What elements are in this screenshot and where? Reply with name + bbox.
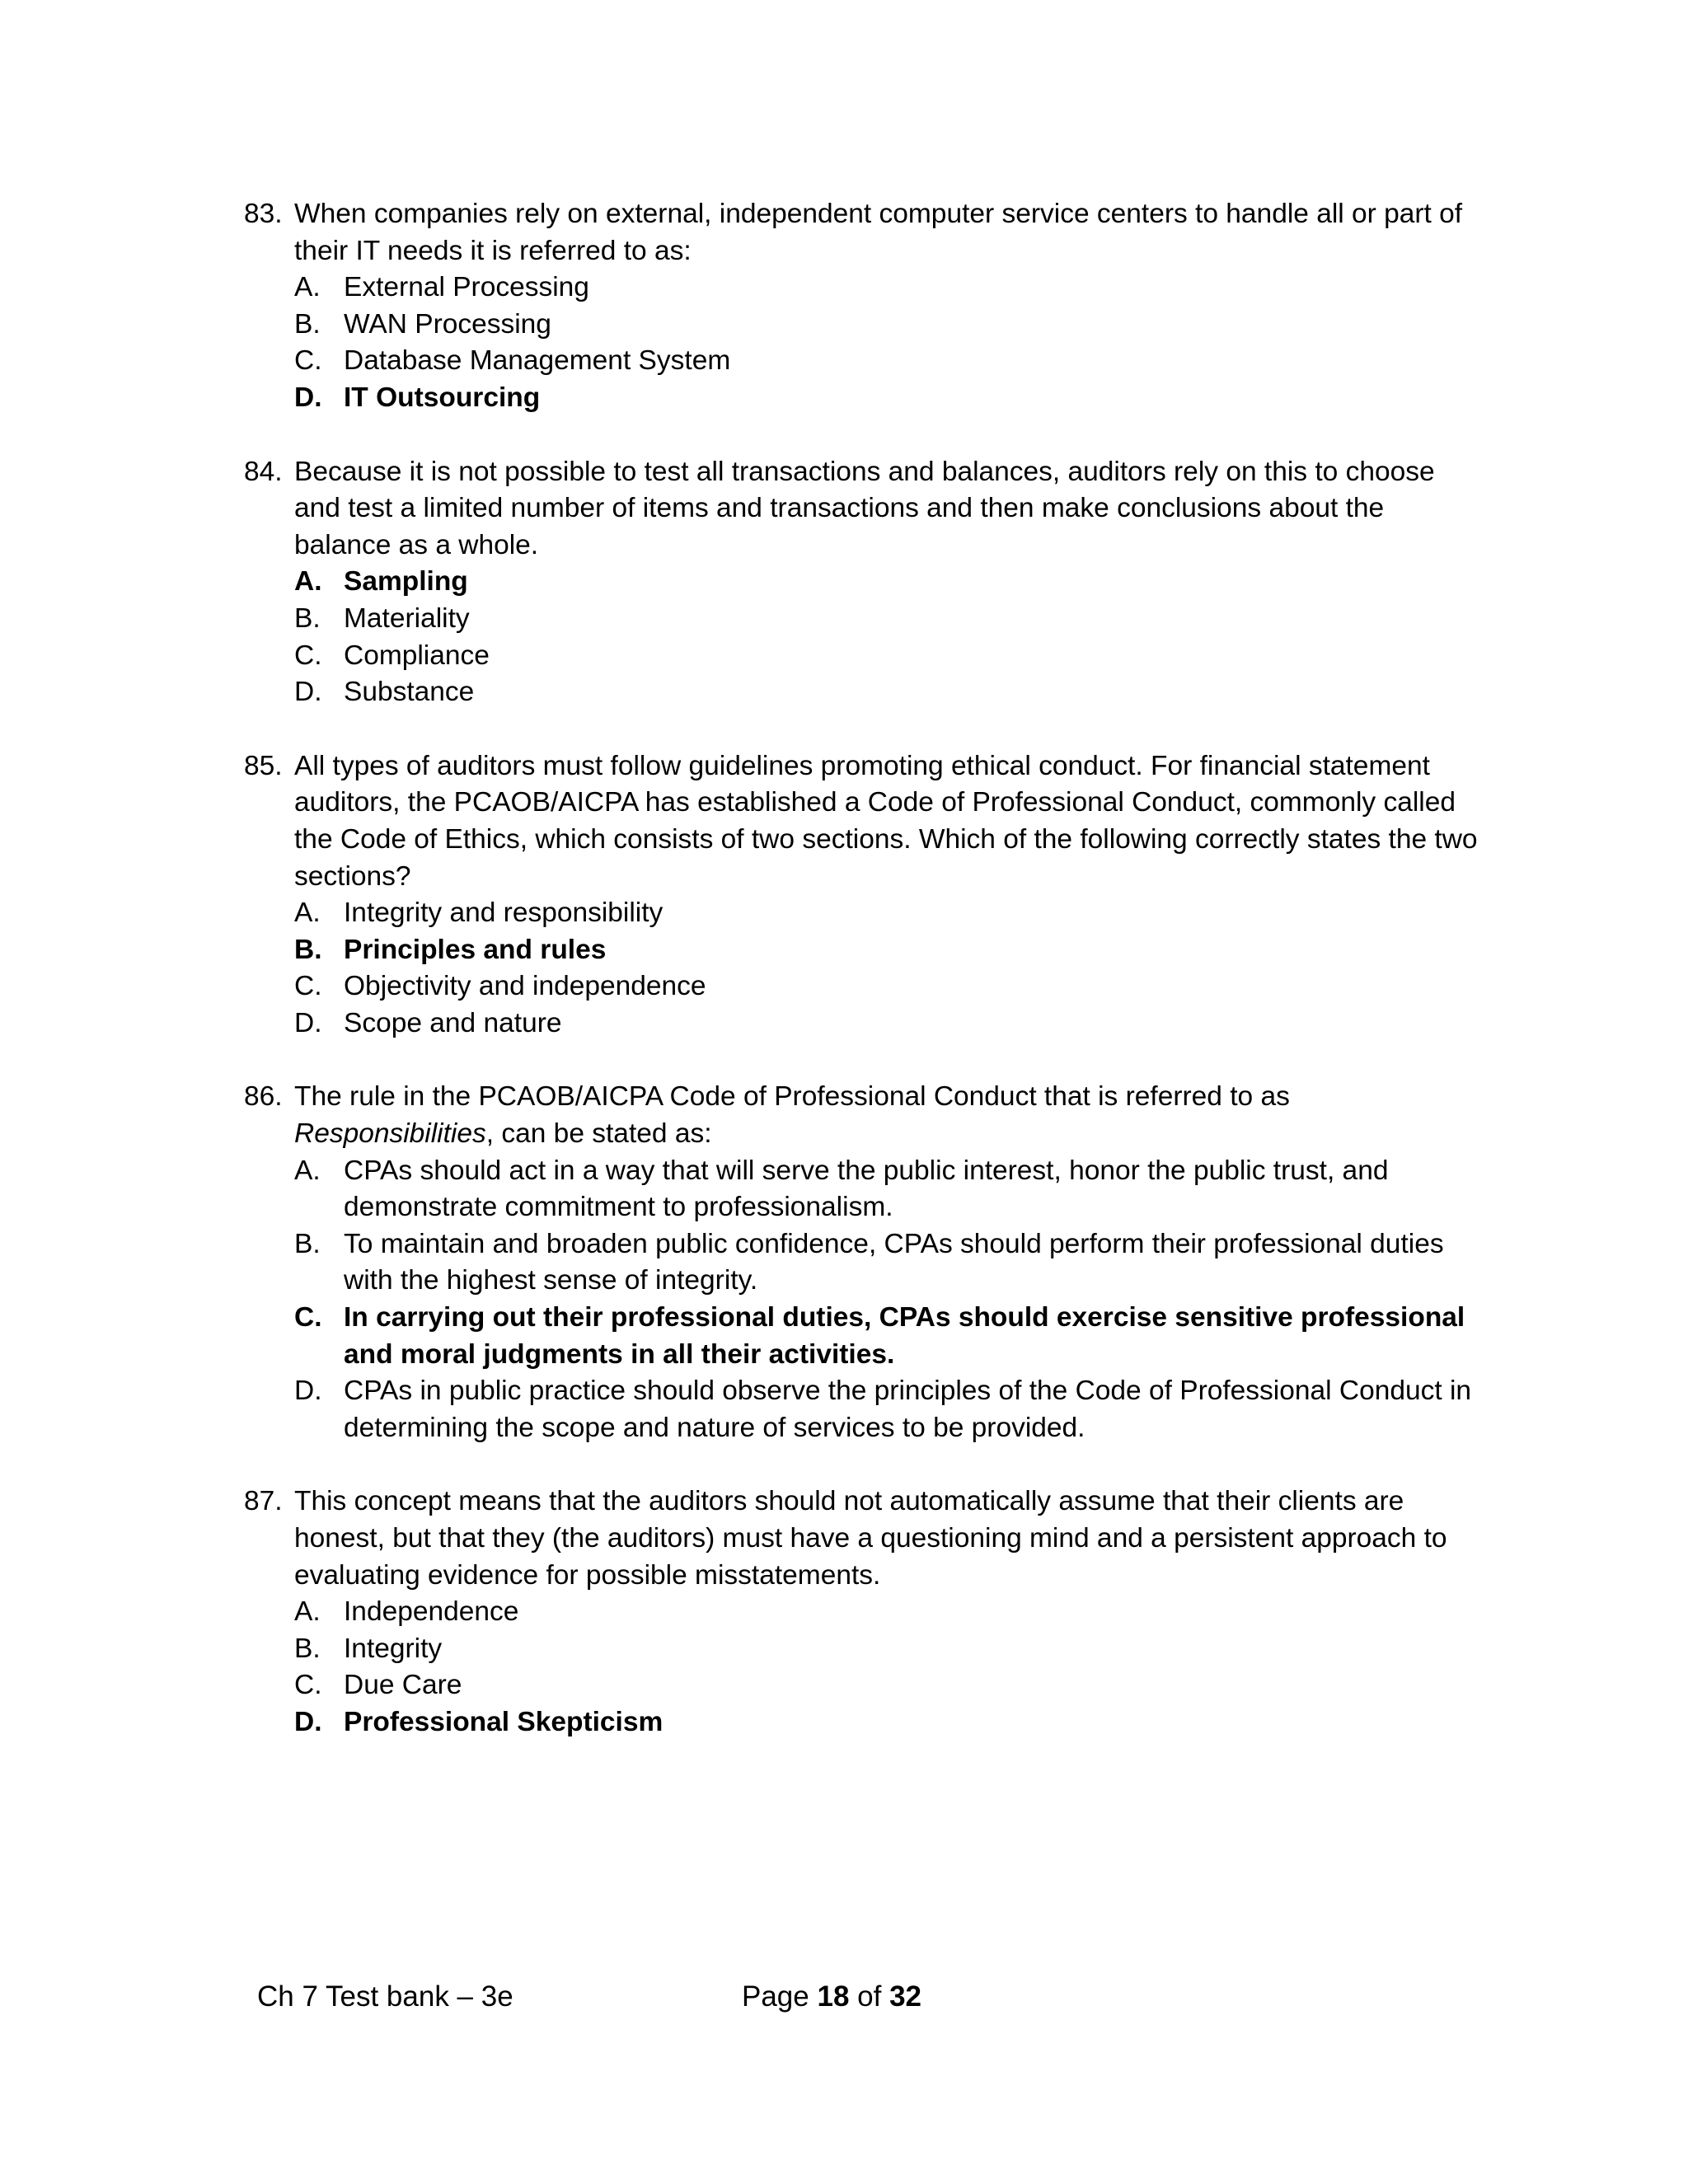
answer-option-b (294, 601, 1480, 638)
question-text-start: The rule in the PCAOB/AICPA Code of Professional Conduct that is referred to as (294, 1081, 1290, 1113)
question-number: 84. (244, 456, 283, 487)
answer-option-d (294, 380, 1480, 417)
question-text: When companies rely on external, independent computer service centers to handle all or part of their IT needs it is referred to as: (294, 199, 1463, 266)
answer-option-a (294, 269, 1480, 307)
of-word: of (857, 1980, 882, 2013)
option-text: Sampling (344, 566, 468, 598)
answer-option-b (294, 1631, 1480, 1668)
option-text: Database Management System (344, 345, 731, 377)
option-letter: D. (294, 677, 322, 708)
question-84 (244, 454, 1480, 711)
option-text: External Processing (344, 272, 589, 303)
answer-option-a (294, 1594, 1480, 1631)
option-letter: D. (294, 1706, 322, 1737)
option-text: Scope and nature (344, 1007, 562, 1038)
option-letter: A. (294, 898, 321, 929)
question-text-italic: Responsibilities (294, 1118, 486, 1150)
option-letter: C. (294, 1302, 322, 1333)
option-text: Substance (344, 677, 475, 708)
question-number: 87. (244, 1486, 283, 1517)
option-text: In carrying out their professional duties, CPAs should exercise sensitive professional and moral judgments in all their activities. (344, 1302, 1465, 1370)
question-86 (244, 1079, 1480, 1446)
answer-option-b (294, 1226, 1480, 1300)
question-text-end: , can be stated as: (485, 1118, 712, 1150)
answer-option-a (294, 564, 1480, 601)
option-text: CPAs in public practice should observe the principles of the Code of Professional Conduct in determining the scope and nature of services to be provided. (344, 1376, 1472, 1443)
option-letter: C. (294, 345, 322, 377)
option-text: Due Care (344, 1670, 462, 1701)
answer-option-d (294, 674, 1480, 711)
option-text: Integrity and responsibility (344, 898, 663, 929)
question-87 (244, 1483, 1480, 1741)
answer-option-d (294, 1373, 1480, 1446)
option-letter: C. (294, 971, 322, 1002)
total-pages-number: 32 (889, 1980, 922, 2013)
option-text: Materiality (344, 602, 470, 634)
option-letter: A. (294, 1596, 321, 1628)
question-number: 83. (244, 199, 283, 229)
question-text (294, 1079, 1480, 1152)
option-text: Objectivity and independence (344, 971, 706, 1002)
answer-options (244, 1594, 1480, 1741)
option-letter: C. (294, 1670, 322, 1701)
option-text: Compliance (344, 640, 490, 671)
question-83 (244, 196, 1480, 417)
answer-option-d (294, 1704, 1480, 1741)
question-text: Because it is not possible to test all transactions and balances, auditors rely on this to choose and test a limited number of items and transactions and then make conclusions about the balance as a whole. (294, 456, 1435, 560)
answer-option-b (294, 307, 1480, 344)
footer-page-number (742, 1978, 921, 2016)
option-text: IT Outsourcing (344, 382, 541, 413)
option-text: WAN Processing (344, 308, 551, 340)
question-85 (244, 748, 1480, 1043)
question-text: All types of auditors must follow guidelines promoting ethical conduct. For financial statement auditors, the PCAOB/AICPA has established a Code of Professional Conduct, commonly called the Code of Ethics, which consists of two sections. Which of the following correctly states the two sections? (294, 750, 1478, 892)
answer-options (244, 895, 1480, 1042)
option-letter: C. (294, 640, 322, 671)
answer-option-c (294, 1667, 1480, 1704)
question-list (244, 196, 1480, 1779)
answer-option-c (294, 638, 1480, 675)
answer-option-b (294, 932, 1480, 969)
option-letter: A. (294, 566, 322, 598)
question-text: This concept means that the auditors should not automatically assume that their clients are honest, but that they (the auditors) must have a questioning mind and a persistent approach to evaluating evidence for possible misstatements. (294, 1486, 1447, 1591)
option-text: Professional Skepticism (344, 1706, 663, 1737)
answer-options (244, 1153, 1480, 1447)
option-letter: B. (294, 602, 321, 634)
answer-option-c (294, 968, 1480, 1005)
footer-document-title: Ch 7 Test bank – 3e (257, 1980, 513, 2013)
option-letter: D. (294, 382, 322, 413)
page-word: Page (742, 1980, 809, 2013)
option-text: Independence (344, 1596, 519, 1628)
option-letter: B. (294, 1228, 321, 1259)
option-letter: B. (294, 308, 321, 340)
option-letter: A. (294, 1155, 321, 1186)
answer-option-a (294, 895, 1480, 932)
option-letter: B. (294, 1633, 321, 1664)
option-text: Principles and rules (344, 934, 607, 965)
option-letter: B. (294, 934, 322, 965)
option-letter: D. (294, 1007, 322, 1038)
option-text: CPAs should act in a way that will serve the public interest, honor the public trust, and demonstrate commitment to professionalism. (344, 1155, 1389, 1223)
answer-options (244, 269, 1480, 416)
option-letter: D. (294, 1376, 322, 1407)
answer-option-a (294, 1153, 1480, 1226)
question-number: 85. (244, 750, 283, 781)
question-number: 86. (244, 1081, 283, 1113)
option-text: Integrity (344, 1633, 443, 1664)
answer-option-c (294, 343, 1480, 380)
answer-option-d (294, 1005, 1480, 1043)
current-page-number: 18 (817, 1980, 850, 2013)
answer-options (244, 564, 1480, 710)
answer-option-c (294, 1300, 1480, 1373)
option-text: To maintain and broaden public confidence, CPAs should perform their professional duties with the highest sense of integrity. (344, 1228, 1444, 1296)
option-letter: A. (294, 272, 321, 303)
